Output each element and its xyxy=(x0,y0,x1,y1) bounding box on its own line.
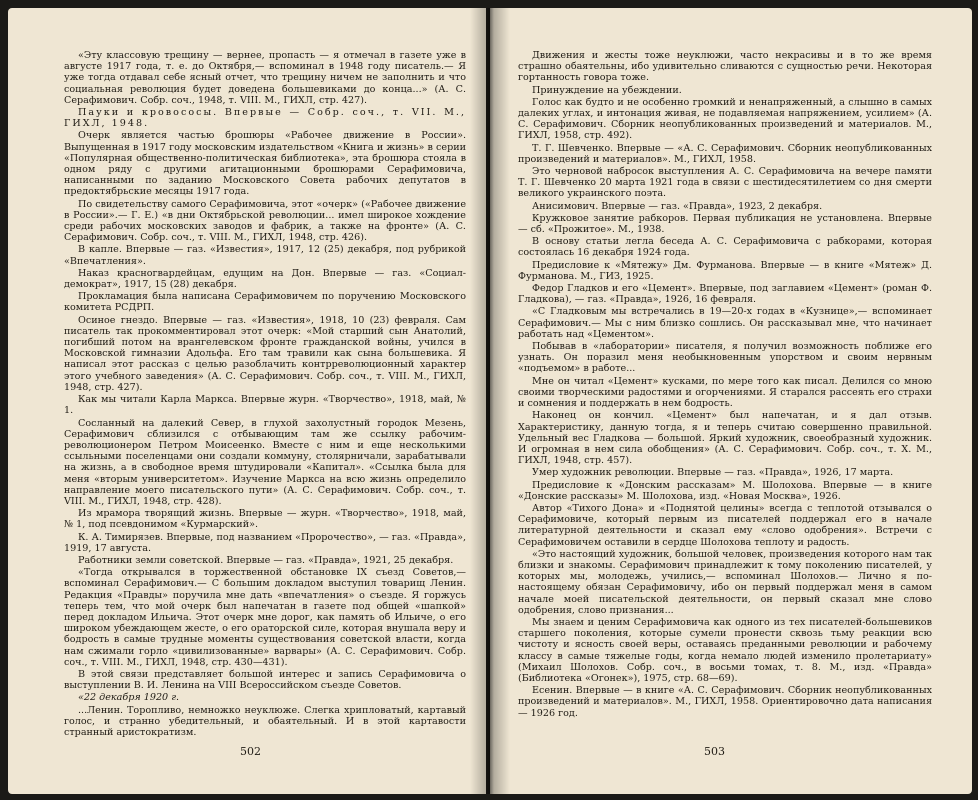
paragraph: «Тогда открывался в торжественной обстановке IX съезд Советов,— вспоминал Серафимович.— С большим докладом выступил товарищ Ленин. Редакция «Правды» поручила мне дать «впечатления» о съезде. Я горжусь теперь тем, что мой очерк был напечатан в газете под общей «шапкой» перед докладом Ильича. Этот очерк мне дорог, как память об Ильиче, о его широком убеждающем жесте, о его ораторской силе, которая внушала веру и бодрость в самые трудные моменты существования советской власти, когда нам сжимали горло «цивилизованные» варвары» (А. С. Серафимович. Собр. соч., т. VIII. М., ГИХЛ, 1948, стр. 430—431). xyxy=(64,567,466,668)
paragraph: Умер художник революции. Впервые — газ. «Правда», 1926, 17 марта. xyxy=(532,467,894,479)
paragraph: Федор Гладков и его «Цемент». Впервые, под заглавием «Цемент» (роман Ф. Гладкова), — газ. «Правда», 1926, 16 февраля. xyxy=(518,283,932,306)
paragraph: Автор «Тихого Дона» и «Поднятой целины» всегда с теплотой отзывался о Серафимовиче, который первым из писателей поддержал его в начале литературной деятельности и сказал ему «слово одобрения». Встречи с Серафимовичем оставили в сердце Шолохова теплоту и радость. xyxy=(518,502,932,548)
left-page xyxy=(8,8,486,794)
paragraph: Движения и жесты тоже неуклюжи, часто некрасивы и в то же время страшно обаятельны, ибо удивительно сливаются с сущностью речи. Некоторая гортанность говора тоже. xyxy=(518,50,932,84)
paragraph: Принуждение на убеждении. xyxy=(532,84,682,96)
paragraph: Побывав в «лаборатории» писателя, я получил возможность поближе его узнать. Он поразил меня необыкновенным упорством и своим нервным «подъемом» в работе... xyxy=(518,341,932,375)
paragraph: Это черновой набросок выступления А. С. Серафимовича на вечере памяти Т. Г. Шевченко 20 марта 1921 года в связи с шестидесятилетием со дня смерти великого украинского поэта. xyxy=(518,166,932,200)
paragraph: Сосланный на далекий Север, в глухой захолустный городок Мезень, Серафимович сблизился с отбывающим там же ссылку рабочим-революционером Петром Моисеенко. Вместе с ним и еще несколькими ссыльными поселенцами они создали коммуну, столярничали, зарабатывали на жизнь, а в свободное время штудировали «Капитал». «Ссылка была для меня «вторым университетом». Изучение Маркса на всю жизнь определило направление моего писательского пути» (А. С. Серафимович. Собр. соч., т. VIII. М., ГИХЛ, 1948, стр. 428). xyxy=(64,417,466,507)
paragraph: В основу статьи легла беседа А. С. Серафимовича с рабкорами, которая состоялась 16 декабря 1924 года. xyxy=(518,236,932,259)
paragraph: Как мы читали Карла Маркса. Впервые журн. «Творчество», 1918, май, № 1. xyxy=(64,394,466,417)
paragraph: Предисловие к «Мятежу» Дм. Фурманова. Впервые — в книге «Мятеж» Д. Фурманова. М., ГИЗ, 1925. xyxy=(518,259,932,282)
paragraph: Т. Г. Шевченко. Впервые — «А. С. Серафимович. Сборник неопубликованных произведений и материалов». М., ГИХЛ, 1958. xyxy=(518,142,932,165)
page-number: 502 xyxy=(240,745,261,758)
paragraph: Предисловие к «Донским рассказам» М. Шолохова. Впервые — в книге «Донские рассказы» М. Шолохова, изд. «Новая Москва», 1926. xyxy=(518,479,932,502)
paragraph: «С Гладковым мы встречались в 19—20-х годах в «Кузнице»,— вспоминает Серафимович.— Мы с ним близко сошлись. Он рассказывал мне, что начинает работать над «Цементом». xyxy=(518,306,932,340)
paragraph: Голос как будто и не особенно громкий и ненапряженный, а слышно в самых далеких углах, и интонация живая, не подавляемая напряжением, усилием» (А. С. Серафимович. Сборник неопубликованных произведений и материалов. М., ГИХЛ, 1958, стр. 492). xyxy=(518,96,932,142)
paragraph: Мне он читал «Цемент» кусками, по мере того как писал. Делился со мною своими творческими радостями и огорчениями. Я старался рассеять его страхи и сомнения и поддержать в нем бодрость. xyxy=(518,375,932,410)
paragraph: Наконец он кончил. «Цемент» был напечатан, и я дал отзыв. Характеристику, данную тогда, я и теперь считаю совершенно правильной. Удельный вес Гладкова — большой. Яркий художник, своеобразный художник. И огромная в нем сила обобщения» (А. С. Серафимович. Собр. соч., т. Х. М., ГИХЛ, 1948, стр. 457). xyxy=(518,410,932,467)
paragraph: «22 декабря 1920 г. xyxy=(78,692,180,704)
paragraph: К. А. Тимирязев. Впервые, под названием «Пророчество», — газ. «Правда», 1919, 17 августа. xyxy=(64,531,466,554)
paragraph: ...Ленин. Торопливо, немножко неуклюже. Слегка хрипловатый, картавый голос, и странно убедительный, и обаятельный. И в этой картавости странный аристократизм. xyxy=(64,704,466,738)
paragraph: Кружковое занятие рабкоров. Первая публикация не установлена. Впервые — сб. «Прожитое». М., 1938. xyxy=(518,212,932,236)
page-number: 503 xyxy=(704,745,725,758)
paragraph: Есенин. Впервые — в книге «А. С. Серафимович. Сборник неопубликованных произведений и материалов». М., ГИХЛ, 1958. Ориентировочно дата написания — 1926 год. xyxy=(518,685,932,719)
paragraph: По свидетельству самого Серафимовича, этот «очерк» («Рабочее движение в России».— Г. Е.) «в дни Октябрьской революции... имел широкое хождение среди рабочих московских заводов и фабрик, а также на фронте» (А. С. Серафимович. Собр. соч., т. VIII. М., ГИХЛ, 1948, стр. 426). xyxy=(64,198,466,244)
paragraph: «Это настоящий художник, большой человек, произведения которого нам так близки и знакомы. Серафимович принадлежит к тому поколению писателей, у которых мы, молодежь, учились,— вспоминал Шолохов.— Лично я по-настоящему обязан Серафимовичу, ибо он первый поддержал меня в самом начале моей писательской деятельности, он первый сказал мне слово одобрения, слово признания... xyxy=(518,548,933,616)
paragraph: Из мрамора творящий жизнь. Впервые — журн. «Творчество», 1918, май, № 1, под псевдонимом «Курмарский». xyxy=(64,508,466,531)
paragraph: Наказ красногвардейцам, едущим на Дон. Впервые — газ. «Социал-демократ», 1917, 15 (28) декабря. xyxy=(64,267,466,291)
paragraph: Пауки и кровососы. Впервые — Собр. соч., т. VII. М., ГИХЛ, 1948. xyxy=(64,107,466,130)
right-page xyxy=(490,8,972,794)
paragraph: Осиное гнездо. Впервые — газ. «Известия», 1918, 10 (23) февраля. Сам писатель так прокомментировал этот очерк: «Мой старший сын Анатолий, погибший потом на врангелевском фронте гражданской войны, учился в Московской гимназии Адольфа. Его там травили как сына большевика. Я написал этот рассказ с целью разоблачить контрреволюционный характер этого учебного заведения» (А. С. Серафимович. Собр. соч., т. VIII. М., ГИХЛ, 1948, стр. 427). xyxy=(64,314,466,393)
paragraph: «Эту классовую трещину — вернее, пропасть — я отмечал в газете уже в августе 1917 года, т. е. до Октября,— вспоминал в 1948 году писатель.— Я уже тогда отдавал себе ясный отчет, что трещину ничем не заполнить и что социальная революция будет доведена большевиками до конца...» (А. С. Серафимович. Собр. соч., 1948, т. VIII. М., ГИХЛ, стр. 427). xyxy=(64,50,466,106)
paragraph: Мы знаем и ценим Серафимовича как одного из тех писателей-большевиков старшего поколения, которые сумели пронести сквозь тьму реакции всю чистоту и ясность своей веры, оставаясь преданными революции и рабочему классу в самые тяжелые годы, когда немало людей изменило пролетариату» (Михаил Шолохов. Собр. соч., в восьми томах, т. 8. М., изд. «Правда» (Библиотека «Огонек»), 1975, стр. 68—69). xyxy=(518,616,932,684)
paragraph: В этой связи представляет большой интерес и запись Серафимовича о выступлении В. И. Ленина на VIII Всероссийском съезде Советов. xyxy=(64,668,466,692)
right-page-text xyxy=(518,50,932,719)
paragraph: Работники земли советской. Впервые — газ. «Правда», 1921, 25 декабря. xyxy=(78,554,454,566)
left-page-text xyxy=(64,50,466,738)
paragraph: Очерк является частью брошюры «Рабочее движение в России». Выпущенная в 1917 году московским издательством «Книга и жизнь» в серии «Популярная общественно-политическая библиотека», эта брошюра стояла в одном ряду с другими агитационными брошюрами Серафимовича, написанными по заданию Московского Совета рабочих депутатов в предоктябрьские месяцы 1917 года. xyxy=(64,130,466,198)
paragraph: В капле. Впервые — газ. «Известия», 1917, 12 (25) декабря, под рубрикой «Впечатления». xyxy=(64,244,466,267)
paragraph: Прокламация была написана Серафимовичем по поручению Московского комитета РСДРП. xyxy=(64,291,466,314)
paragraph: Анисимович. Впервые — газ. «Правда», 1923, 2 декабря. xyxy=(532,200,823,212)
